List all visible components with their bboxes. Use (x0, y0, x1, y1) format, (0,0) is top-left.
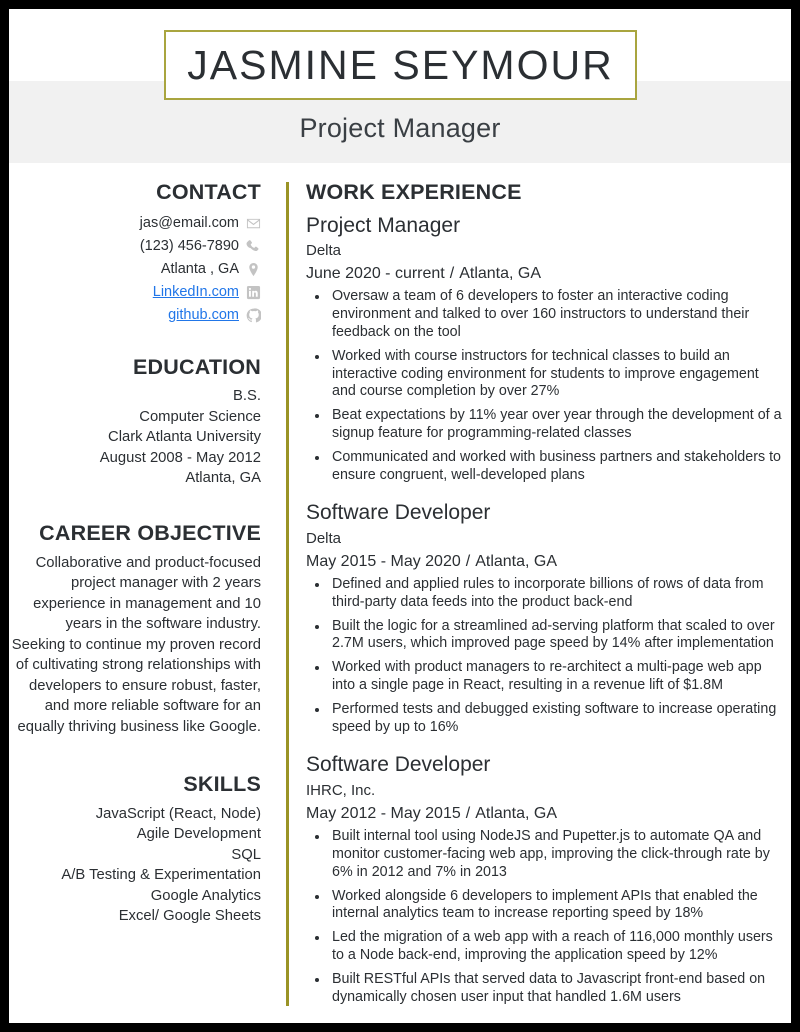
job-bullet: Oversaw a team of 6 developers to foster an interactive coding environment and talked to over 160 instructors to understand their feedback on the tool (306, 288, 783, 341)
job-bullet: Built RESTful APIs that served data to Javascript front-end based on dynamically chosen user input that handled 1.6M users (306, 971, 783, 1007)
skill-item: A/B Testing & Experimentation (61, 867, 261, 884)
job-meta-separator: / (465, 804, 471, 822)
job-dates: June 2020 - current (306, 265, 445, 283)
skills-list (9, 804, 261, 927)
education-location: Atlanta, GA (185, 470, 261, 487)
job-bullet: Worked alongside 6 developers to implement APIs that enabled the internal analytics team to increase reporting speed by 18% (306, 888, 783, 924)
job-bullet: Led the migration of a web app with a reach of 116,000 monthly users to a Node back-end, improving the application speed by 12% (306, 929, 783, 965)
job-location: Atlanta, GA (475, 804, 558, 822)
job-meta (306, 802, 783, 825)
contact-heading: CONTACT (156, 180, 261, 204)
contact-item-github[interactable] (9, 304, 261, 327)
job-dates: May 2012 - May 2015 (306, 804, 461, 822)
job-meta-separator: / (465, 552, 471, 570)
phone-icon (246, 239, 261, 254)
skill-item: Excel/ Google Sheets (118, 908, 261, 925)
job-location: Atlanta, GA (475, 552, 558, 570)
skill-item: SQL (231, 846, 261, 863)
job-bullet: Worked with course instructors for technical classes to build an interactive coding environment for students to improve engagement and course completion by over 27% (306, 348, 783, 401)
job-company: Delta (306, 529, 342, 547)
job-dates: May 2015 - May 2020 (306, 552, 461, 570)
linkedin-icon (246, 285, 261, 300)
contact-item-linkedin[interactable] (9, 281, 261, 304)
job-bullet: Built internal tool using NodeJS and Pupetter.js to automate QA and monitor customer-facing web app, improving the click-through rate by 6% in 2012 and 7% in 2013 (306, 828, 783, 881)
job-bullet-list (306, 828, 783, 1006)
job-bullet: Communicated and worked with business partners and stakeholders to ensure congruent, well-developed plans (306, 449, 783, 485)
contact-item-phone (9, 235, 261, 258)
candidate-name: JASMINE SEYMOUR (187, 41, 614, 88)
education-major: Computer Science (139, 408, 261, 425)
job-bullet: Worked with product managers to re-architect a multi-page web app into a single page in React, resulting in a revenue lift of $1.8M (306, 659, 783, 695)
sidebar-column (9, 172, 261, 927)
job-role: Software Developer (306, 501, 491, 525)
resume-header (9, 9, 791, 172)
career-objective-text: Collaborative and product-focused project manager with 2 years experience in management and 10 years in the software industry. Seeking to continue my proven record of cultivating strong relationships with developers to ensure robust, faster, and more reliable software for an equally thriving business like Google. (11, 554, 261, 735)
education-degree: B.S. (233, 388, 261, 405)
job-entry (306, 500, 783, 736)
job-company: Delta (306, 241, 342, 259)
education-school: Clark Atlanta University (108, 429, 261, 446)
career-objective-heading: CAREER OBJECTIVE (39, 520, 261, 545)
envelope-icon (246, 216, 261, 231)
contact-github-link[interactable]: github.com (168, 306, 239, 323)
resume-body (9, 172, 791, 1023)
job-bullet: Beat expectations by 11% year over year through the development of a signup feature for programming-related classes (306, 407, 783, 443)
skill-item: JavaScript (React, Node) (95, 805, 261, 822)
contact-list (9, 212, 261, 327)
job-entry (306, 213, 783, 485)
column-divider (286, 182, 289, 1006)
job-bullet-list (306, 288, 783, 484)
work-experience-column (306, 172, 783, 1012)
job-meta (306, 550, 783, 573)
job-company: IHRC, Inc. (306, 781, 376, 799)
resume-page (9, 9, 791, 1023)
contact-item-email (9, 212, 261, 235)
job-role: Project Manager (306, 213, 461, 237)
contact-linkedin-link[interactable]: LinkedIn.com (152, 283, 239, 300)
job-bullet: Built the logic for a streamlined ad-serving platform that scaled to over 2.7M users, which improved page speed by 14% after implementation (306, 618, 783, 654)
contact-email-text: jas@email.com (139, 214, 239, 231)
github-icon (246, 308, 261, 323)
job-entry (306, 752, 783, 1006)
contact-phone-text: (123) 456-7890 (139, 237, 239, 254)
skills-heading: SKILLS (183, 772, 261, 797)
candidate-job-title: Project Manager (299, 113, 501, 143)
name-frame (164, 30, 637, 100)
work-experience-heading: WORK EXPERIENCE (306, 180, 522, 204)
location-pin-icon (246, 262, 261, 277)
job-meta (306, 262, 783, 285)
contact-item-location (9, 258, 261, 281)
education-details (9, 386, 261, 489)
education-heading: EDUCATION (132, 354, 261, 379)
job-bullet: Performed tests and debugged existing software to increase operating speed by up to 16% (306, 701, 783, 737)
job-meta-separator: / (449, 265, 455, 283)
skill-item: Google Analytics (150, 887, 261, 904)
skill-item: Agile Development (136, 826, 261, 843)
education-dates: August 2008 - May 2012 (99, 449, 261, 466)
job-bullet-list (306, 576, 783, 736)
job-location: Atlanta, GA (459, 265, 542, 283)
contact-location-text: Atlanta , GA (160, 260, 239, 277)
job-bullet: Defined and applied rules to incorporate billions of rows of data from third-party data feeds into the product back-end (306, 576, 783, 612)
job-role: Software Developer (306, 753, 491, 777)
